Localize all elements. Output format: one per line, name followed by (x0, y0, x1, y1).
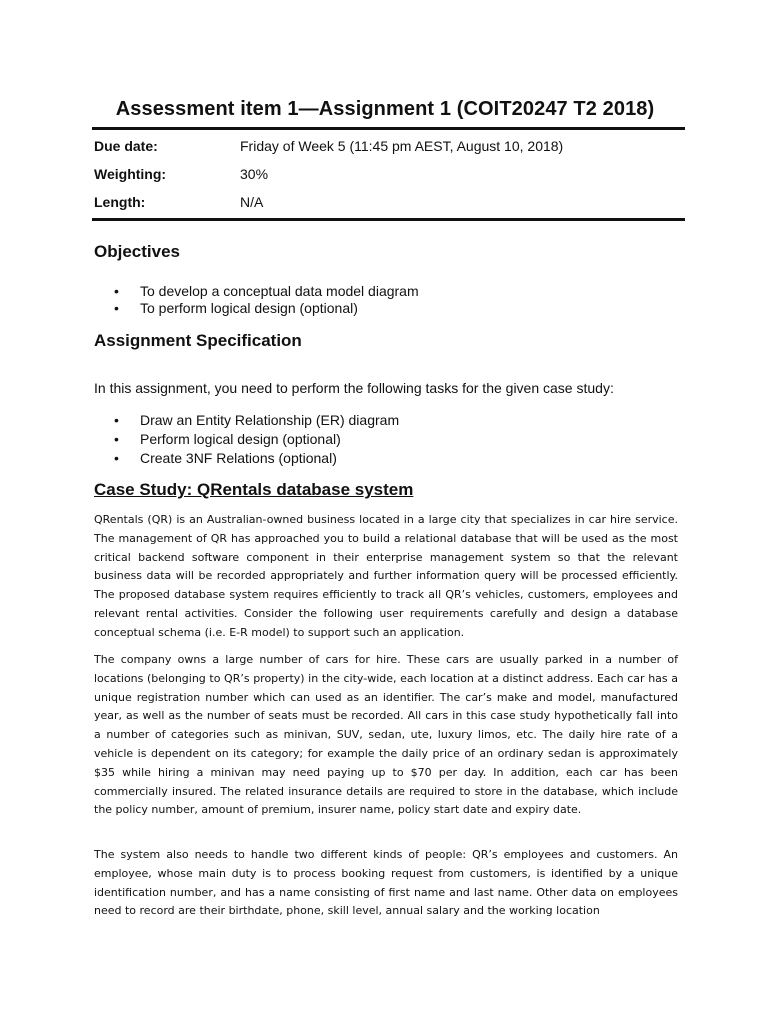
due-date-value: Friday of Week 5 (11:45 pm AEST, August 10, 2018) (240, 138, 564, 154)
case-study-heading: Case Study: QRentals database system (94, 480, 414, 499)
list-item: • Draw an Entity Relationship (ER) diagram (94, 411, 399, 430)
objectives-list (94, 283, 419, 317)
length-value: N/A (240, 194, 264, 210)
case-study-paragraph-3: The system also needs to handle two different kinds of people: QR’s employees and customers. An employee, whose main duty is to process booking request from customers, is identified by a unique identification number, and has a name consisting of first name and last name. Other data on employees need to record are their birthdate, phone, skill level, annual salary and the working location (94, 848, 678, 918)
list-item: • Create 3NF Relations (optional) (94, 449, 399, 468)
specification-list (94, 411, 399, 468)
title-rule (92, 127, 685, 130)
list-item: • To perform logical design (optional) (94, 300, 419, 317)
weighting-label: Weighting: (94, 166, 167, 182)
page-title: Assessment item 1—Assignment 1 (COIT20247 T2 2018) (115, 98, 655, 120)
due-date-label: Due date: (94, 138, 158, 154)
list-item: • Perform logical design (optional) (94, 430, 399, 449)
specification-intro: In this assignment, you need to perform the following tasks for the given case study: (94, 380, 614, 396)
weighting-value: 30% (240, 166, 269, 182)
list-item: • To develop a conceptual data model diagram (94, 283, 419, 300)
objectives-heading: Objectives (94, 242, 180, 261)
meta-rule (92, 218, 685, 221)
case-study-paragraph-1: QRentals (QR) is an Australian-owned business located in a large city that specializes in car hire service. The management of QR has approached you to build a relational database that will be used as the most critical backend software component in their enterprise management system so that the relevant business data will be recorded appropriately and further information query will be processed efficiently. The proposed database system requires efficiently to track all QR’s vehicles, customers, employees and relevant rental activities. Consider the following user requirements carefully and design a database conceptual schema (i.e. E-R model) to support such an application. (94, 513, 678, 639)
case-study-paragraph-2: The company owns a large number of cars for hire. These cars are usually parked in a number of locations (belonging to QR’s property) in the city-wide, each location at a distinct address. Each car has a unique registration number which can used as an identifier. The car’s make and model, manufactured year, as well as the number of seats must be recorded. All cars in this case study hypothetically fall into a number of categories such as minivan, SUV, sedan, ute, luxury limos, etc. The daily hire rate of a vehicle is dependent on its category; for example the daily price of an ordinary sedan is approximately $35 while hiring a minivan may need paying up to $70 per day. In addition, each car has been commercially insured. The related insurance details are required to store in the database, which include the policy number, amount of premium, insurer name, policy start date and expiry date. (94, 653, 678, 817)
length-label: Length: (94, 194, 146, 210)
specification-heading: Assignment Specification (94, 331, 302, 350)
